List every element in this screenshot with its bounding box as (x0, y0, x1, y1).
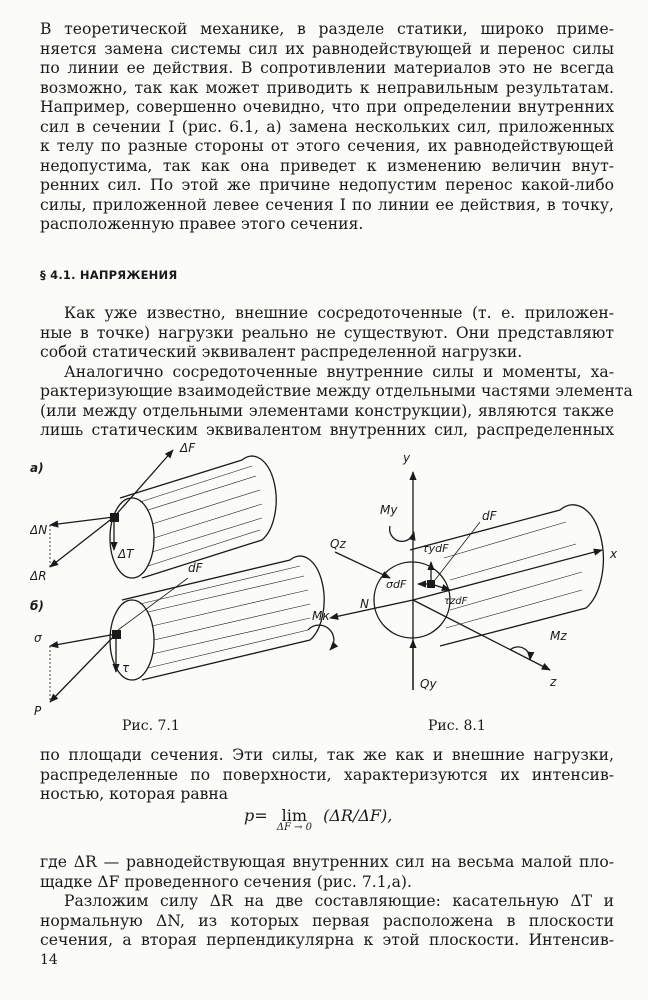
label-Qy: Qy (420, 677, 437, 691)
page-number: 14 (40, 952, 58, 968)
formula-lhs: p= (244, 806, 268, 825)
fig-7-1a (30, 441, 276, 583)
paragraph-concentrated-loads (40, 304, 633, 441)
label-tau-y-dF: τydF (422, 542, 449, 555)
fig-8-1 (308, 451, 618, 691)
label-dF-8: dF (482, 509, 497, 523)
text-line: сечения, а вторая перпендикулярна к этой плоскости. Интенсив- (40, 931, 614, 949)
text-line: ные в точке) нагрузки реально не существуют. Они представляют (40, 323, 614, 342)
text-line: щадке ΔF проведенного сечения (рис. 7.1,а). (40, 872, 412, 891)
text-line: расположенную правее этого сечения. (40, 215, 364, 233)
text-line: няется замена системы сил их равнодействующей и перенос силы (40, 39, 614, 58)
fig-7-1b (30, 556, 324, 718)
label-z: z (550, 675, 557, 689)
label-P: P (34, 704, 42, 718)
label-Mz: Mz (550, 629, 567, 643)
label-b: б) (30, 599, 44, 613)
paragraph-definition (40, 853, 614, 951)
label-delta-F: ΔF (180, 441, 196, 455)
label-sigma: σ (34, 631, 42, 645)
label-tau: τ (122, 661, 130, 675)
text-line: ренних сил. По этой же причине недопустим перенос какой-либо (40, 176, 614, 194)
label-Mk: Mк (312, 609, 330, 623)
text-line: по линии ее действия. В сопротивлении материалов это не всегда (40, 59, 614, 77)
text-line: силы, приложенной левее сечения I по линии ее действия, в точку, (40, 195, 614, 214)
label-dF: dF (188, 561, 203, 575)
caption-8-1: Рис. 8.1 (428, 718, 486, 734)
paragraph-statics (40, 20, 614, 235)
label-Qz: Qz (330, 537, 346, 551)
caption-7-1: Рис. 7.1 (122, 718, 180, 734)
text-line: Разложим силу ΔR на две составляющие: касательную ΔT и (64, 892, 614, 910)
formula-intensity (244, 806, 392, 833)
label-a: а) (30, 461, 44, 475)
label-delta-T: ΔT (118, 547, 134, 561)
text-line: Например, совершенно очевидно, что при определении внутренних (40, 98, 614, 116)
text-line: рактеризующие взаимодействие между отдельными частями элемента (40, 382, 633, 400)
text-line: сил в сечении I (рис. 6.1, а) замена нескольких сил, приложенных (40, 117, 614, 136)
formula-lim-subscript: ΔF → 0 (276, 822, 313, 833)
label-delta-R: ΔR (30, 569, 47, 583)
label-delta-N: ΔN (30, 523, 48, 537)
text-line: В теоретической механике, в разделе статики, широко приме- (40, 20, 614, 38)
label-y: y (403, 451, 411, 465)
section-heading: § 4.1. НАПРЯЖЕНИЯ (40, 268, 178, 282)
label-My: My (380, 503, 398, 517)
text-line: возможно, так как может приводить к неправильным результатам. (40, 78, 614, 97)
formula-lim: lim (281, 806, 308, 825)
text-line: нормальную ΔN, из которых первая расположена в плоскости (40, 911, 614, 930)
text-line: распределенные по поверхности, характеризуются их интенсив- (40, 765, 614, 784)
text-line: лишь статическим эквивалентом внутренних сил, распределенных (40, 421, 614, 439)
text-line: Как уже известно, внешние сосредоточенные (т. е. приложен- (64, 304, 614, 322)
text-line: к телу по разные стороны от этого сечения, их равнодействующей (40, 137, 614, 155)
text-line: Аналогично сосредоточенные внутренние силы и моменты, ха- (64, 362, 614, 381)
figures-7-1-and-8-1 (30, 440, 630, 740)
label-sigma-dF: σdF (386, 578, 407, 591)
text-line: недопустима, так как она приведет к изменению величин внут- (40, 156, 614, 175)
label-N: N (360, 597, 369, 611)
text-line: ностью, которая равна (40, 785, 229, 803)
formula-limit (277, 806, 312, 833)
label-tau-z-dF: τzdF (444, 596, 468, 607)
text-line: (или между отдельными элементами конструкции), являются также (40, 401, 614, 420)
label-x: x (610, 547, 618, 561)
text-line: где ΔR — равнодействующая внутренних сил на весьма малой пло- (40, 853, 614, 871)
text-line: собой статический эквивалент распределенной нагрузки. (40, 343, 523, 361)
paragraph-intensity (40, 746, 614, 805)
formula-rhs: (ΔR/ΔF), (323, 806, 393, 825)
text-line: по площади сечения. Эти силы, так же как и внешние нагрузки, (40, 746, 614, 764)
